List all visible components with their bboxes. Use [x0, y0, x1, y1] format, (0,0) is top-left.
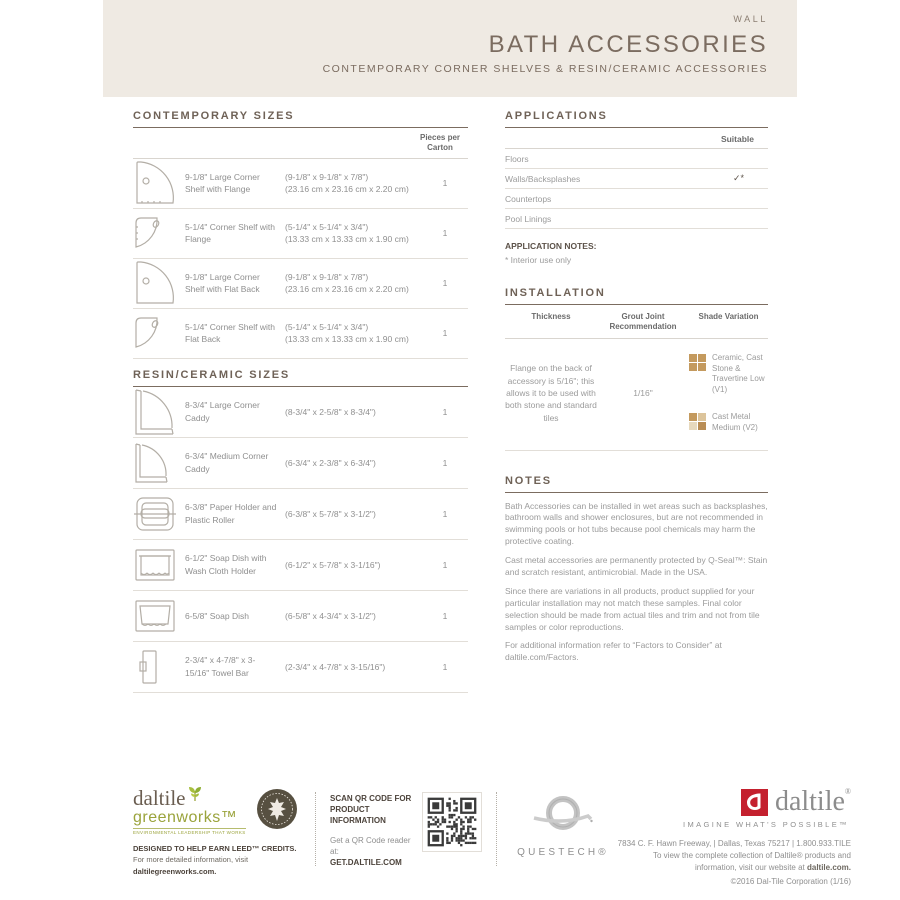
pieces-per-carton: 1: [442, 610, 448, 621]
product-name: 5-1/4" Corner Shelf with Flat Back: [185, 321, 275, 345]
shade-variation-v2: [689, 412, 768, 434]
dims-inches: (9-1/8" x 9-1/8" x 7/8"): [285, 271, 369, 282]
product-dimensions: [285, 171, 422, 196]
corner-shelf-flatback-small-icon: [133, 315, 185, 351]
shade-variation-v1: [689, 353, 768, 396]
dims-inches: (6-3/4" x 2-3/8" x 6-3/4"): [285, 457, 376, 468]
table-row: [133, 438, 468, 489]
section-title-installation: INSTALLATION: [505, 287, 768, 305]
corner-shelf-flatback-large-icon: [133, 260, 185, 306]
dims-inches: (8-3/4" x 2-5/8" x 8-3/4"): [285, 406, 376, 417]
product-dimensions: [285, 221, 422, 246]
greenworks-logo: [133, 788, 246, 835]
shade-swatch-v1-icon: [689, 354, 706, 371]
sizes-table-header: [133, 128, 468, 159]
greenworks-text-rest: For more detailed information, visit: [133, 855, 249, 865]
table-row: [133, 309, 468, 359]
application-label: Pool Linings: [505, 213, 552, 224]
grout-joint-header: Grout Joint Recommendation: [609, 312, 677, 332]
application-notes-label: APPLICATION NOTES:: [505, 241, 597, 251]
qr-heading: SCAN QR CODE FOR PRODUCT INFORMATION: [330, 794, 412, 826]
table-row: [133, 159, 468, 209]
application-label: Walls/Backsplashes: [505, 173, 581, 184]
daltile-block: [615, 788, 851, 886]
dims-inches: (6-3/8" x 5-7/8" x 3-1/2"): [285, 508, 376, 519]
product-name: 6-1/2" Soap Dish with Wash Cloth Holder: [185, 553, 267, 576]
product-name: 6-5/8" Soap Dish: [185, 610, 249, 621]
dims-cm: (23.16 cm x 23.16 cm x 2.20 cm): [285, 184, 409, 195]
installation-section: [505, 287, 768, 451]
shade-variation-values: [689, 353, 768, 434]
suitable-column-header: Suitable: [505, 128, 768, 149]
daltile-logo: [615, 788, 851, 816]
pieces-per-carton: 1: [442, 661, 448, 672]
leaf-icon: [186, 785, 204, 803]
greenworks-link[interactable]: daltilegreenworks.com.: [133, 866, 217, 876]
application-label: Floors: [505, 153, 529, 164]
footer-divider: [496, 792, 497, 866]
header-band: [103, 0, 797, 97]
table-row: [133, 642, 468, 693]
pieces-per-carton: 1: [442, 559, 448, 570]
product-dimensions: [285, 610, 422, 622]
note-paragraph: Bath Accessories can be installed in wet areas such as backsplashes, bathroom walls and shower enclosures, but are not recommended in swimming pools or hot tubs because pool chemicals may harm the protective coating.: [505, 500, 768, 547]
table-row: [133, 540, 468, 591]
greenworks-daltile-wordmark: daltile: [133, 786, 186, 810]
soap-dish-cloth-icon: [133, 546, 185, 584]
pieces-per-carton: 1: [442, 228, 448, 239]
dims-inches: (6-5/8" x 4-3/4" x 3-1/2"): [285, 610, 376, 621]
footer: [133, 786, 851, 886]
grout-joint-value: 1/16": [633, 388, 653, 399]
corner-shelf-flange-small-icon: [133, 215, 185, 251]
product-dimensions: [285, 457, 422, 469]
greenworks-wordmark: greenworks™: [133, 809, 238, 826]
dims-inches: (2-3/4" x 4-7/8" x 3-15/16"): [285, 661, 386, 672]
installation-table-body: [505, 339, 768, 451]
thickness-value: Flange on the back of accessory is 5/16"; this allows it to be used with both stone and standard tiles: [505, 363, 597, 423]
product-dimensions: [285, 406, 422, 418]
soap-dish-icon: [133, 598, 185, 634]
dims-cm: (13.33 cm x 13.33 cm x 1.90 cm): [285, 234, 409, 245]
daltile-tagline: IMAGINE WHAT'S POSSIBLE™: [683, 820, 849, 829]
table-row: [133, 387, 468, 438]
leed-credits-text: DESIGNED TO HELP EARN LEED™ CREDITS.: [133, 844, 297, 853]
table-row: [133, 489, 468, 540]
section-title-contemporary-sizes: CONTEMPORARY SIZES: [133, 110, 468, 128]
qr-code: [423, 793, 481, 851]
shade-variation-v1-label: Ceramic, Cast Stone & Travertine Low (V1): [712, 352, 765, 395]
pieces-per-carton: 1: [442, 328, 448, 339]
sizes-column: [133, 110, 468, 693]
dims-inches: (9-1/8" x 9-1/8" x 7/8"): [285, 171, 369, 182]
shade-variation-header: Shade Variation: [698, 312, 759, 321]
note-paragraph: For additional information refer to “Factors to Consider” at daltile.com/Factors.: [505, 640, 722, 663]
questech-logo-icon: [532, 792, 594, 840]
daltile-address: 7834 C. F. Hawn Freeway, | Dallas, Texas 75217 | 1.800.933.TILE: [617, 839, 851, 848]
product-name: 9-1/8" Large Corner Shelf with Flat Back: [185, 271, 260, 295]
product-dimensions: [285, 321, 422, 346]
application-row: [505, 209, 768, 229]
dims-cm: (23.16 cm x 23.16 cm x 2.20 cm): [285, 284, 409, 295]
greenworks-block: [133, 788, 301, 877]
dims-cm: (13.33 cm x 13.33 cm x 1.90 cm): [285, 334, 409, 345]
section-title-applications: APPLICATIONS: [505, 110, 768, 128]
table-row: [133, 259, 468, 309]
product-name: 6-3/8" Paper Holder and Plastic Roller: [185, 502, 277, 525]
checkmark-icon: ✓*: [732, 173, 744, 183]
usgbc-member-seal-icon: [256, 788, 298, 830]
pieces-per-carton: 1: [442, 278, 448, 289]
product-dimensions: [285, 508, 422, 520]
footer-divider: [315, 792, 316, 866]
product-dimensions: [285, 661, 422, 673]
pieces-per-carton-header: Pieces per Carton: [419, 133, 461, 153]
product-name: 8-3/4" Large Corner Caddy: [185, 400, 260, 423]
category-label: WALL: [733, 14, 768, 24]
corner-shelf-flange-large-icon: [133, 160, 185, 206]
greenworks-tagline: ENVIRONMENTAL LEADERSHIP THAT WORKS: [133, 830, 246, 835]
daltile-website-link[interactable]: daltile.com.: [806, 863, 851, 872]
dims-inches: (5-1/4" x 5-1/4" x 3/4"): [285, 221, 369, 232]
pieces-per-carton: 1: [442, 178, 448, 189]
shade-swatch-v2-icon: [689, 413, 706, 430]
questech-block: [511, 788, 615, 858]
greenworks-text: [133, 843, 301, 877]
product-name: 5-1/4" Corner Shelf with Flange: [185, 221, 275, 245]
qr-block: [330, 788, 482, 868]
specs-column: [505, 110, 768, 671]
product-dimensions: [285, 271, 422, 296]
paper-holder-icon: [133, 495, 185, 533]
page-title: BATH ACCESSORIES: [488, 31, 768, 58]
thickness-header: Thickness: [531, 312, 571, 321]
website-line-text: To view the complete collection of Daltile® products and information, visit our website at: [653, 851, 851, 872]
product-name: 6-3/4" Medium Corner Caddy: [185, 451, 269, 474]
note-paragraph: Cast metal accessories are permanently protected by Q-Seal™: Stain and scratch resistant, antimicrobial. Made in the USA.: [505, 555, 768, 578]
product-name: 2-3/4" x 4-7/8" x 3-15/16" Towel Bar: [185, 655, 256, 678]
towel-bar-icon: [133, 648, 185, 686]
dims-inches: (6-1/2" x 5-7/8" x 3-1/16"): [285, 559, 381, 570]
table-row: [133, 209, 468, 259]
page-subtitle: CONTEMPORARY CORNER SHELVES & RESIN/CERAMIC ACCESSORIES: [322, 63, 768, 75]
application-row: [505, 189, 768, 209]
section-title-notes: NOTES: [505, 475, 768, 493]
corner-caddy-large-icon: [133, 388, 185, 436]
notes-section: [505, 475, 768, 665]
daltile-mark-icon: [741, 789, 768, 816]
application-note: * Interior use only: [505, 255, 572, 265]
shade-variation-v2-label: Cast Metal Medium (V2): [712, 411, 758, 432]
pieces-per-carton: 1: [442, 406, 448, 417]
dims-inches: (5-1/4" x 5-1/4" x 3/4"): [285, 321, 369, 332]
pieces-per-carton: 1: [442, 457, 448, 468]
application-row: [505, 169, 768, 189]
table-row: [133, 591, 468, 642]
qr-sub: Get a QR Code reader at:: [330, 835, 411, 856]
daltile-copyright: ©2016 Dal-Tile Corporation (1/16): [730, 877, 851, 886]
application-label: Countertops: [505, 193, 552, 204]
installation-table-header: [505, 305, 768, 339]
product-name: 9-1/8" Large Corner Shelf with Flange: [185, 171, 260, 195]
qr-link[interactable]: GET.DALTILE.COM: [330, 857, 402, 867]
daltile-wordmark: daltile®: [774, 786, 851, 817]
corner-caddy-medium-icon: [133, 442, 185, 484]
questech-wordmark: QUESTECH®: [517, 847, 609, 858]
section-title-resin-ceramic-sizes: RESIN/CERAMIC SIZES: [133, 369, 468, 387]
pieces-per-carton: 1: [442, 508, 448, 519]
application-row: [505, 149, 768, 169]
note-paragraph: Since there are variations in all products, product supplied for your particular installation may not match these samples. Final color selection should be made from actual tiles and trim and not from tile samples or color reproductions.: [505, 585, 760, 632]
daltile-website-line: [615, 850, 851, 874]
product-dimensions: [285, 559, 422, 571]
